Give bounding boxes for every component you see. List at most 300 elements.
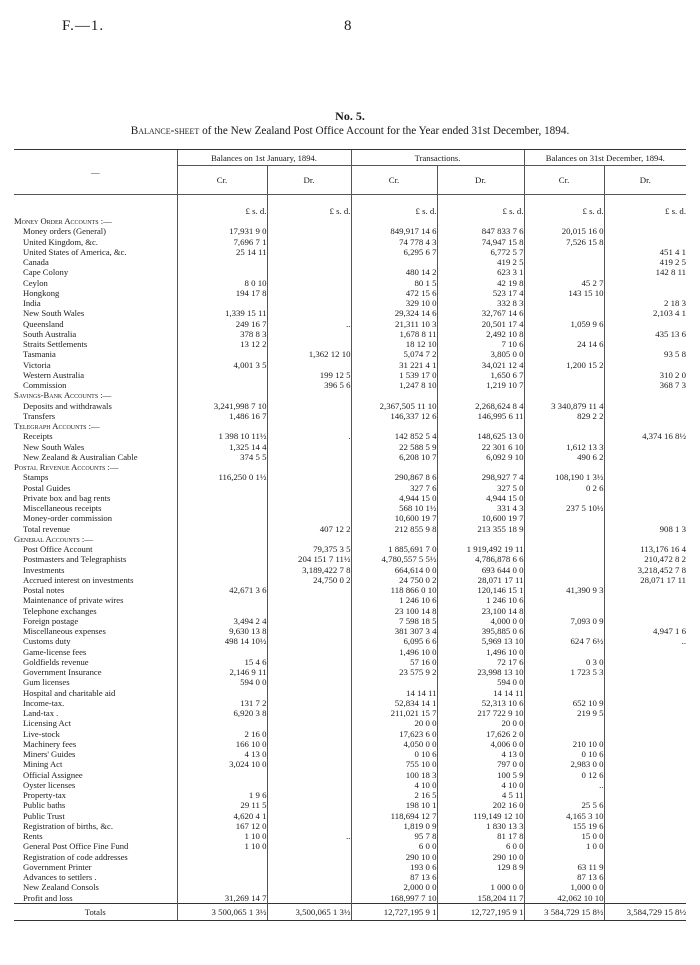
table-row: [14, 308, 686, 318]
cell-value: [267, 729, 351, 739]
column-header: Dr.: [437, 166, 524, 195]
cell-value: [267, 657, 351, 667]
row-label: Foreign postage: [23, 615, 79, 626]
cell-value: 1 0 0: [524, 841, 604, 851]
row-label: Official Assignee: [23, 769, 83, 780]
cell-value: [604, 780, 686, 790]
cell-value: 210,472 8 2: [604, 554, 686, 564]
cell-value: 23 575 9 2: [351, 667, 437, 677]
cell-value: 594 0 0: [437, 677, 524, 687]
cell-value: 72 17 6: [437, 657, 524, 667]
row-label: New Zealand Consols: [23, 882, 99, 893]
cell-value: [267, 790, 351, 800]
cell-value: [267, 749, 351, 759]
cell-value: [604, 698, 686, 708]
total-value: 12,727,195 9 1: [351, 903, 437, 920]
cell-value: ..: [524, 780, 604, 790]
cell-value: 18 12 10: [351, 339, 437, 349]
cell-value: 29 11 5: [177, 800, 267, 810]
cell-value: 23,998 13 10: [437, 667, 524, 677]
cell-value: [524, 626, 604, 636]
cell-value: 498 14 10½: [177, 636, 267, 646]
cell-value: [437, 872, 524, 882]
row-label: Hongkong: [23, 287, 60, 298]
cell-value: 332 8 3: [437, 298, 524, 308]
cell-value: 14 14 11: [437, 688, 524, 698]
cell-value: 0 2 6: [524, 483, 604, 493]
cell-value: [604, 821, 686, 831]
row-label: Stamps: [23, 472, 49, 483]
cell-value: [351, 421, 437, 431]
cell-value: [267, 472, 351, 482]
table-row: [14, 780, 686, 790]
cell-value: 42,671 3 6: [177, 585, 267, 595]
units-label: £ s. d.: [437, 205, 524, 216]
table-row: [14, 882, 686, 892]
cell-value: [524, 647, 604, 657]
cell-value: 755 10 0: [351, 759, 437, 769]
cell-value: [177, 534, 267, 544]
cell-value: [437, 462, 524, 472]
table-row: [14, 862, 686, 872]
cell-value: [351, 257, 437, 267]
cell-value: [267, 780, 351, 790]
cell-value: 10,600 19 7: [437, 513, 524, 523]
cell-value: [524, 677, 604, 687]
cell-value: [604, 360, 686, 370]
table-row: [14, 688, 686, 698]
table-row: [14, 493, 686, 503]
cell-value: 5,074 7 2: [351, 349, 437, 359]
cell-value: [524, 370, 604, 380]
cell-value: [604, 319, 686, 329]
cell-value: [524, 349, 604, 359]
cell-value: [604, 493, 686, 503]
cell-value: 142 8 11: [604, 267, 686, 277]
cell-value: 329 10 0: [351, 298, 437, 308]
units-label: £ s. d.: [524, 205, 604, 216]
cell-value: 1 246 10 6: [351, 595, 437, 605]
cell-value: 4,001 3 5: [177, 360, 267, 370]
cell-value: [524, 852, 604, 862]
table-row: [14, 298, 686, 308]
section-heading: General Accounts :—: [14, 533, 93, 544]
cell-value: 80 1 5: [351, 278, 437, 288]
cell-value: [267, 862, 351, 872]
row-label: Money orders (General): [23, 226, 107, 237]
cell-value: [267, 759, 351, 769]
row-label: Miscellaneous receipts: [23, 503, 102, 513]
table-row: [14, 288, 686, 298]
column-header: Dr.: [267, 166, 351, 195]
table-row: [14, 513, 686, 523]
cell-value: [267, 226, 351, 236]
cell-value: 2 16 0: [177, 729, 267, 739]
cell-value: 4,000 0 0: [437, 616, 524, 626]
table-row: [14, 790, 686, 800]
table-row: [14, 452, 686, 462]
row-label: Profit and loss: [23, 892, 73, 903]
cell-value: 198 10 1: [351, 800, 437, 810]
table-row: [14, 616, 686, 626]
cell-value: 395,885 0 6: [437, 626, 524, 636]
cell-value: [604, 503, 686, 513]
cell-value: [524, 513, 604, 523]
cell-value: 451 4 1: [604, 247, 686, 257]
cell-value: 204 151 7 11½: [267, 554, 351, 564]
table-row: [14, 442, 686, 452]
cell-value: [524, 534, 604, 544]
cell-value: 4 10 0: [437, 780, 524, 790]
cell-value: 166 10 0: [177, 739, 267, 749]
cell-value: 652 10 9: [524, 698, 604, 708]
cell-value: [437, 534, 524, 544]
cell-value: [524, 565, 604, 575]
cell-value: 17,931 9 0: [177, 226, 267, 236]
row-label: Ceylon: [23, 277, 48, 288]
cell-value: 0 10 6: [524, 749, 604, 759]
cell-value: [267, 636, 351, 646]
cell-value: 3,218,452 7 8: [604, 565, 686, 575]
cell-value: [267, 677, 351, 687]
cell-value: 4,620 4 1: [177, 811, 267, 821]
cell-value: 2,983 0 0: [524, 759, 604, 769]
cell-value: [604, 288, 686, 298]
cell-value: [177, 606, 267, 616]
cell-value: 908 1 3: [604, 524, 686, 534]
cell-value: 4,374 16 8½: [604, 431, 686, 441]
cell-value: [267, 852, 351, 862]
units-label: £ s. d.: [267, 205, 351, 216]
row-label: New South Wales: [23, 441, 85, 452]
cell-value: 23 100 14 8: [351, 606, 437, 616]
row-label: Rents: [23, 831, 43, 841]
row-label: Goldfields revenue: [23, 656, 89, 667]
cell-value: [177, 483, 267, 493]
cell-value: [267, 811, 351, 821]
cell-value: [267, 257, 351, 267]
cell-value: [177, 370, 267, 380]
cell-value: 2,000 0 0: [351, 882, 437, 892]
cell-value: 100 18 3: [351, 770, 437, 780]
cell-value: [267, 237, 351, 247]
cell-value: 219 9 5: [524, 708, 604, 718]
row-label: Queensland: [23, 318, 64, 329]
row-label: Maintenance of private wires: [23, 595, 124, 606]
cell-value: 435 13 6: [604, 329, 686, 339]
cell-value: [177, 780, 267, 790]
cell-value: 1,678 8 11: [351, 329, 437, 339]
cell-value: [604, 841, 686, 851]
cell-value: [604, 667, 686, 677]
cell-value: [267, 267, 351, 277]
cell-value: [267, 421, 351, 431]
cell-value: [604, 421, 686, 431]
table-row: [14, 831, 686, 841]
cell-value: [177, 462, 267, 472]
totals-row: [14, 903, 686, 920]
cell-value: [267, 308, 351, 318]
cell-value: [604, 483, 686, 493]
cell-value: [267, 626, 351, 636]
cell-value: [524, 606, 604, 616]
cell-value: 25 14 11: [177, 247, 267, 257]
cell-value: [267, 882, 351, 892]
title-caps: Balance-sheet: [130, 125, 200, 137]
table-row: [14, 370, 686, 380]
row-label: Advances to settlers .: [23, 872, 97, 882]
cell-value: 167 12 0: [177, 821, 267, 831]
cell-value: 4 13 0: [437, 749, 524, 759]
cell-value: [604, 893, 686, 904]
row-label: New Zealand & Australian Cable: [23, 451, 138, 462]
cell-value: 21,311 10 3: [351, 319, 437, 329]
table-row: [14, 852, 686, 862]
cell-value: [604, 718, 686, 728]
table-row: [14, 503, 686, 513]
row-label: Transfers: [23, 410, 56, 421]
cell-value: [524, 462, 604, 472]
cell-value: 1 830 13 3: [437, 821, 524, 831]
cell-value: 52,834 14 1: [351, 698, 437, 708]
cell-value: [267, 647, 351, 657]
cell-value: [177, 390, 267, 400]
cell-value: [604, 226, 686, 236]
cell-value: ..: [604, 636, 686, 646]
cell-value: [177, 770, 267, 780]
cell-value: 32,767 14 6: [437, 308, 524, 318]
cell-value: 14 14 11: [351, 688, 437, 698]
cell-value: [524, 257, 604, 267]
cell-value: 1,819 0 9: [351, 821, 437, 831]
table-row: [14, 431, 686, 441]
table-row: [14, 247, 686, 257]
cell-value: 118,694 12 7: [351, 811, 437, 821]
cell-value: 664,614 0 0: [351, 565, 437, 575]
column-header: Cr.: [177, 166, 267, 195]
row-label: Public baths: [23, 800, 66, 811]
cell-value: 1,219 10 7: [437, 380, 524, 390]
cell-value: 2,268,624 8 4: [437, 401, 524, 411]
title-rest: of the New Zealand Post Office Account for the Year ended 31st December, 1894.: [202, 125, 570, 137]
cell-value: [604, 852, 686, 862]
row-label: Customs duty: [23, 636, 71, 647]
cell-value: 298,927 7 4: [437, 472, 524, 482]
cell-value: [351, 390, 437, 400]
cell-value: [177, 298, 267, 308]
cell-value: [267, 339, 351, 349]
cell-value: 4 5 11: [437, 790, 524, 800]
row-label: Deposits and withdrawals: [23, 400, 112, 411]
cell-value: [267, 595, 351, 605]
cell-value: 63 11 9: [524, 862, 604, 872]
cell-value: 6,772 5 7: [437, 247, 524, 257]
cell-value: [177, 872, 267, 882]
row-label: Cape Colony: [23, 267, 69, 278]
cell-value: 6,092 9 10: [437, 452, 524, 462]
cell-value: 108,190 1 3½: [524, 472, 604, 482]
table-title: [0, 125, 700, 137]
cell-value: 237 5 10½: [524, 503, 604, 513]
cell-value: 1 10 0: [177, 831, 267, 841]
total-value: 3,500,065 1 3½: [267, 903, 351, 920]
cell-value: 3,494 2 4: [177, 616, 267, 626]
cell-value: 155 19 6: [524, 821, 604, 831]
cell-value: 146,337 12 6: [351, 411, 437, 421]
row-label: Gum licenses: [23, 677, 70, 688]
cell-value: 290 10 0: [351, 852, 437, 862]
row-label: Government Printer: [23, 861, 92, 872]
cell-value: ..: [267, 319, 351, 329]
table-row: [14, 811, 686, 821]
cell-value: 623 3 1: [437, 267, 524, 277]
cell-value: [267, 513, 351, 523]
cell-value: [267, 739, 351, 749]
cell-value: [177, 503, 267, 513]
table-row: [14, 544, 686, 554]
cell-value: 1 000 0 0: [437, 882, 524, 892]
cell-value: 378 8 3: [177, 329, 267, 339]
cell-value: 93 5 8: [604, 349, 686, 359]
cell-value: 194 17 8: [177, 288, 267, 298]
cell-value: [267, 288, 351, 298]
cell-value: [604, 534, 686, 544]
cell-value: 1,325 14 4: [177, 442, 267, 452]
table-row: [14, 770, 686, 780]
cell-value: 24 750 0 2: [351, 575, 437, 585]
cell-value: [267, 718, 351, 728]
cell-value: [604, 688, 686, 698]
section-heading-row: [14, 534, 686, 544]
cell-value: [267, 360, 351, 370]
table-row: [14, 237, 686, 247]
table-row: [14, 677, 686, 687]
cell-value: 1,000 0 0: [524, 882, 604, 892]
row-label: United States of America, &c.: [23, 246, 127, 257]
cell-value: [604, 657, 686, 667]
cell-value: 1,650 6 7: [437, 370, 524, 380]
cell-value: 129 8 9: [437, 862, 524, 872]
cell-value: 23,100 14 8: [437, 606, 524, 616]
row-label: Registration of code addresses: [23, 851, 128, 862]
cell-value: 568 10 1½: [351, 503, 437, 513]
cell-value: [177, 852, 267, 862]
cell-value: 381 307 3 4: [351, 626, 437, 636]
cell-value: [177, 688, 267, 698]
table-row: [14, 411, 686, 421]
cell-value: [524, 554, 604, 564]
cell-value: 1,059 9 6: [524, 319, 604, 329]
cell-value: 847 833 7 6: [437, 226, 524, 236]
row-label: Accrued interest on investments: [23, 574, 134, 585]
total-value: 12,727,195 9 1: [437, 903, 524, 920]
cell-value: [177, 380, 267, 390]
cell-value: 116,250 0 1½: [177, 472, 267, 482]
cell-value: 1 398 10 11½: [177, 431, 267, 441]
table-row: [14, 267, 686, 277]
row-label: Private box and bag rents: [23, 492, 111, 503]
cell-value: [437, 216, 524, 226]
cell-value: [524, 790, 604, 800]
column-header: Dr.: [604, 166, 686, 195]
cell-value: 4 10 0: [351, 780, 437, 790]
cell-value: [524, 493, 604, 503]
row-label: General Post Office Fine Fund: [23, 841, 129, 852]
cell-value: [267, 893, 351, 904]
table-row: [14, 821, 686, 831]
section-heading-row: [14, 462, 686, 472]
table-row: [14, 667, 686, 677]
table-row: [14, 729, 686, 739]
row-label: Tasmania: [23, 349, 56, 360]
cell-value: 20,501 17 4: [437, 319, 524, 329]
row-label: Licensing Act: [23, 718, 71, 729]
cell-value: 87 13 6: [351, 872, 437, 882]
cell-value: [604, 677, 686, 687]
table-row: [14, 759, 686, 769]
cell-value: 119,149 12 10: [437, 811, 524, 821]
table-row: [14, 718, 686, 728]
cell-value: 113,176 16 4: [604, 544, 686, 554]
row-label: Income-tax.: [23, 697, 65, 708]
cell-value: [267, 534, 351, 544]
cell-value: 74,947 15 8: [437, 237, 524, 247]
table-row: [14, 698, 686, 708]
table-row: [14, 257, 686, 267]
cell-value: 2,103 4 1: [604, 308, 686, 318]
cell-value: [524, 595, 604, 605]
cell-value: 210 10 0: [524, 739, 604, 749]
cell-value: 4,947 1 6: [604, 626, 686, 636]
cell-value: 29,324 14 6: [351, 308, 437, 318]
column-header: Cr.: [351, 166, 437, 195]
cell-value: [267, 401, 351, 411]
cell-value: [524, 267, 604, 277]
cell-value: 22 301 6 10: [437, 442, 524, 452]
cell-value: 1,486 16 7: [177, 411, 267, 421]
table-row: [14, 647, 686, 657]
cell-value: 146,995 6 11: [437, 411, 524, 421]
cell-value: [524, 298, 604, 308]
cell-value: [524, 575, 604, 585]
cell-value: 6,295 6 7: [351, 247, 437, 257]
cell-value: 1 10 0: [177, 841, 267, 851]
table-row: [14, 636, 686, 646]
cell-value: 419 2 5: [437, 257, 524, 267]
cell-value: 0 3 0: [524, 657, 604, 667]
group-header: Transactions.: [351, 150, 524, 166]
table-row: [14, 739, 686, 749]
cell-value: 217 722 9 10: [437, 708, 524, 718]
cell-value: 396 5 6: [267, 380, 351, 390]
cell-value: 100 5 9: [437, 770, 524, 780]
row-label: Registration of births, &c.: [23, 820, 113, 831]
cell-value: 290 10 0: [437, 852, 524, 862]
cell-value: [177, 421, 267, 431]
cell-value: 168,997 7 10: [351, 893, 437, 904]
cell-value: 2,367,505 11 10: [351, 401, 437, 411]
group-header: Balances on 1st January, 1894.: [177, 150, 351, 166]
table-row: [14, 329, 686, 339]
table-row: [14, 349, 686, 359]
cell-value: [267, 585, 351, 595]
cell-value: [177, 718, 267, 728]
cell-value: 4,165 3 10: [524, 811, 604, 821]
cell-value: 202 16 0: [437, 800, 524, 810]
units-label: £ s. d.: [351, 205, 437, 216]
cell-value: [524, 380, 604, 390]
row-label: Machinery fees: [23, 738, 77, 749]
